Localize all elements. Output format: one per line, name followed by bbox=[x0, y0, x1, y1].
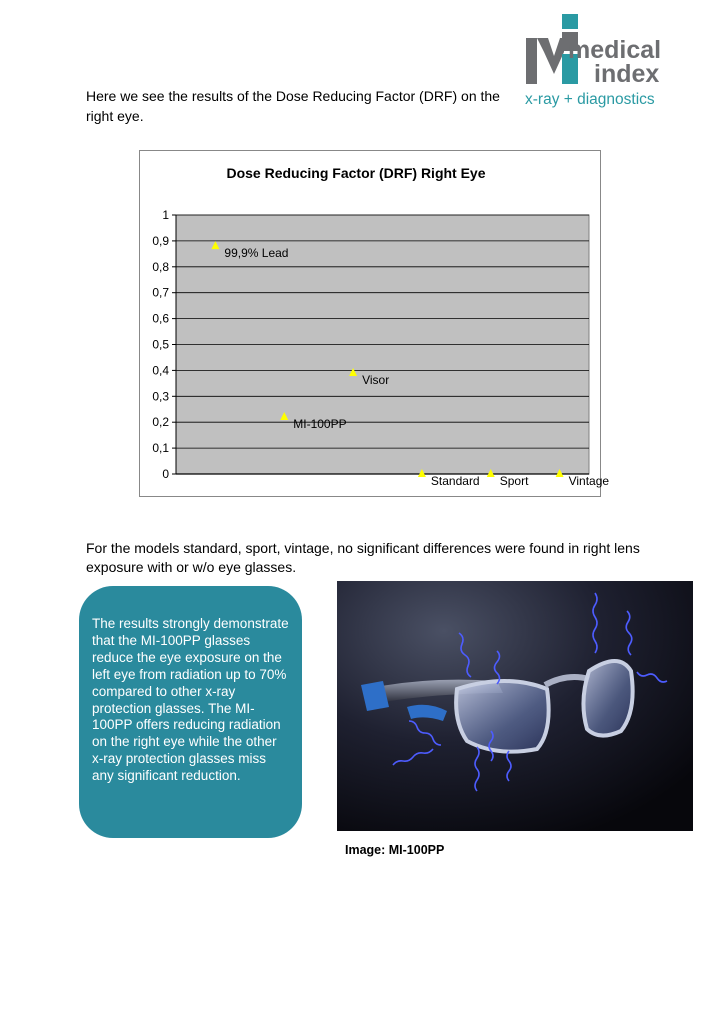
finding-paragraph: For the models standard, sport, vintage, no significant differences were found in right lens exposure with or w/o eye glasses. bbox=[86, 540, 640, 575]
x-ray-glasses-photo-icon bbox=[337, 581, 693, 831]
y-tick-label: 0 bbox=[162, 467, 169, 481]
y-tick-label: 0,6 bbox=[152, 311, 169, 326]
drf-chart-svg bbox=[140, 151, 610, 498]
logo-tagline: x-ray + diagnostics bbox=[525, 91, 655, 108]
y-tick-label: 0,1 bbox=[152, 441, 169, 456]
glasses-photo bbox=[337, 581, 693, 831]
data-label: 99,9% Lead bbox=[224, 246, 289, 261]
drf-chart bbox=[139, 150, 610, 497]
y-tick-label: 0,4 bbox=[152, 363, 169, 378]
data-label: MI-100PP bbox=[293, 417, 347, 432]
logo-mark-icon bbox=[524, 12, 674, 107]
chart-title: Dose Reducing Factor (DRF) Right Eye bbox=[226, 165, 486, 181]
data-label: Standard bbox=[430, 474, 480, 488]
medical-index-logo bbox=[524, 12, 674, 107]
data-label: Visor bbox=[362, 372, 390, 387]
intro-paragraph: Here we see the results of the Dose Reducing Factor (DRF) on the right eye. bbox=[86, 88, 500, 124]
y-tick-label: 1 bbox=[162, 208, 169, 222]
logo-line2: index bbox=[594, 60, 660, 88]
y-tick-label: 0,3 bbox=[152, 389, 169, 404]
logo-line1: medical bbox=[568, 36, 662, 64]
y-tick-label: 0,2 bbox=[152, 415, 169, 430]
y-tick-label: 0,5 bbox=[152, 337, 169, 352]
y-tick-label: 0,9 bbox=[152, 233, 169, 248]
image-caption: Image: MI-100PP bbox=[345, 843, 445, 857]
y-tick-label: 0,7 bbox=[152, 285, 169, 300]
y-tick-label: 0,8 bbox=[152, 259, 169, 274]
data-label: Vintage bbox=[568, 474, 610, 488]
conclusion-callout: The results strongly demonstrate that the MI-100PP glasses reduce the eye exposure on the left eye from radiation up to 70% compared to other x-ray protection glasses. The MI-100PP offers reducing radiation on the right eye while the other x-ray protection glasses miss any significant reduction. bbox=[79, 586, 302, 838]
data-label: Sport bbox=[499, 474, 529, 488]
